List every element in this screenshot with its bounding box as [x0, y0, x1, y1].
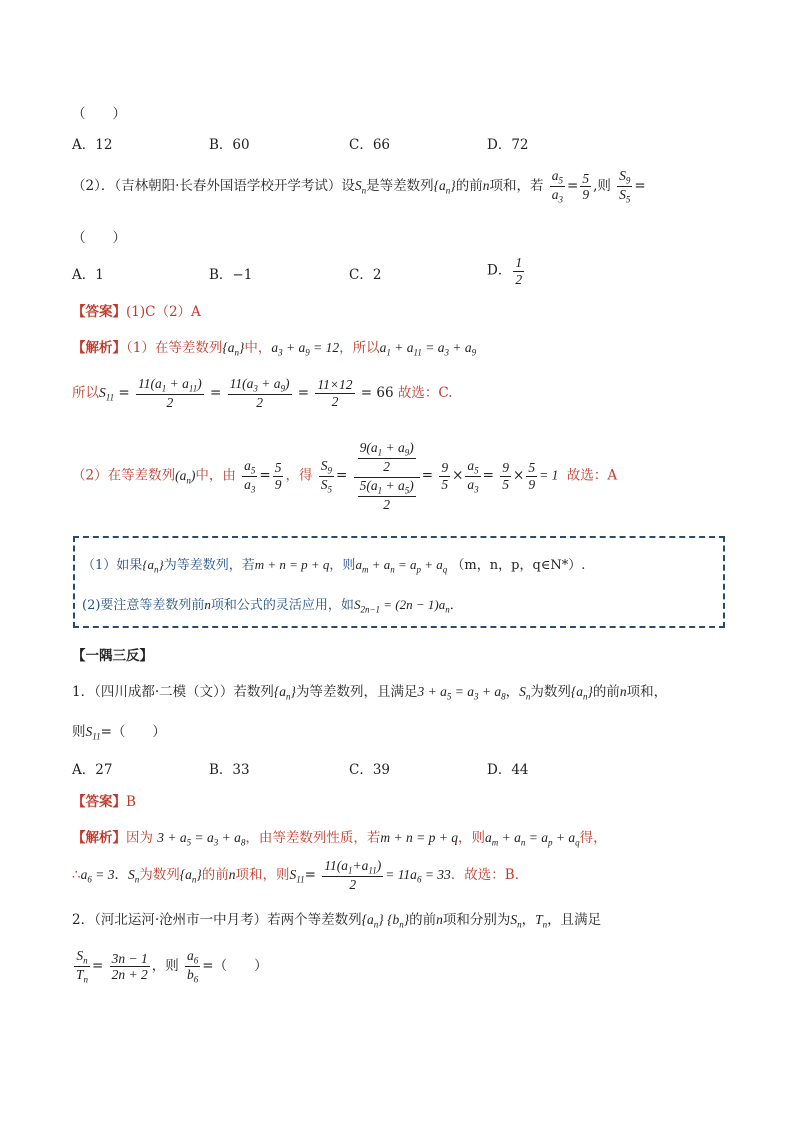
analysis-2: （2）在等差数列$(a_n)$中，由 $\frac{a_5}{a_3}$ = $\frac{5}{9}$ ，得 $\frac{S_9}{S_5}$ = $\frac{\frac{9(a_1 + a_9)}{2}}{\frac{5(a_1 + a_5)}{2}}$ = $\frac{9}{5}$ × $\frac{a_5}{a_3}$ = $\frac{9}{5}$ × $\frac{5}{9}$ = 1 故选：A [72, 440, 618, 512]
q1-option-b: B．60 [209, 137, 250, 153]
q2-option-b: B．−1 [209, 267, 253, 283]
analysis-1-line1: 【解析】（1）在等差数列$\{a_n\}$中，$a_3 + a_9 = 12$，所以$a_1 + a_{11} = a_3 + a_9$ [72, 340, 477, 358]
ex2-stem-line2: $\frac{S_n}{T_n}$ = $\frac{3n - 1}{2n + 2}$ ，则 $\frac{a_6}{b_6}$ =（ ） [76, 948, 268, 985]
answer-line: 【答案】(1)C（2）A [72, 304, 201, 320]
q2-option-d: D． $\frac{1}{2}$ [487, 255, 523, 287]
ex1-analysis-line2: $\therefore a_6 = 3$．$S_n$为数列$\{a_n\}$的前n项和，则$S_{11}=$ $\frac{11(a_1+a_{11})}{2}$ = $11a_6 = 33$．故选：B． [72, 858, 529, 893]
tip-line-1: （1）如果$\{a_n\}$为等差数列，若m + n = p + q，则$a_m + a_n = a_p + a_q$ （m，n，p，q∈N*）. [82, 557, 586, 575]
section-title: 【一隅三反】 [72, 648, 153, 664]
ex1-option-c: C．39 [349, 762, 391, 778]
q2-paren: （ ） [72, 230, 126, 246]
q2-option-c: C．2 [349, 267, 382, 283]
ex1-stem-line2: 则$S_{11}=$（ ） [72, 724, 166, 742]
ex1-stem: 1．（四川成都·二模（文））若数列$\{a_n\}$为等差数列，且满足$3 + a_5 = a_3 + a_8$，$S_n$为数列$\{a_n\}$的前n项和， [72, 684, 668, 702]
tip-line-2: (2)要注意等差数列前n项和公式的灵活应用，如$S_{2n-1} = (2n - 1)a_n$． [82, 597, 463, 615]
q1-option-c: C．66 [349, 137, 391, 153]
q1-option-a: A．12 [72, 137, 113, 153]
ex1-option-d: D．44 [487, 762, 529, 778]
ex1-option-b: B．33 [209, 762, 250, 778]
q2-option-a: A．1 [72, 267, 104, 283]
ex1-option-a: A．27 [72, 762, 113, 778]
q1-paren: （ ） [72, 106, 126, 122]
q2-stem: （2）．（吉林朝阳·长春外国语学校开学考试）设$S_n$是等差数列$\{a_n\}$的前n项和，若 $\frac{a_5}{a_3}$ = $\frac{5}{9}$ ,则 $\frac{S_9}{S_5}$ = [72, 168, 646, 205]
ex2-stem: 2．（河北运河·沧州市一中月考）若两个等差数列$\{a_n\}$ $\{b_n\}$的前n项和分别为$S_n$，$T_n$，且满足 [72, 912, 602, 930]
q1-option-d: D．72 [487, 137, 529, 153]
analysis-1-line2: 所以$S_{11}$ = $\frac{11(a_1 + a_{11})}{2}$ = $\frac{11(a_3 + a_9)}{2}$ = $\frac{11\times 12}{2}$ = 66 故选：C. [72, 376, 453, 411]
ex1-answer: 【答案】B [72, 794, 136, 810]
ex1-analysis-line1: 【解析】因为 $3 + a_5 = a_3 + a_8$，由等差数列性质，若m + n = p + q，则$a_m + a_n = a_p + a_q$得， [72, 830, 607, 848]
